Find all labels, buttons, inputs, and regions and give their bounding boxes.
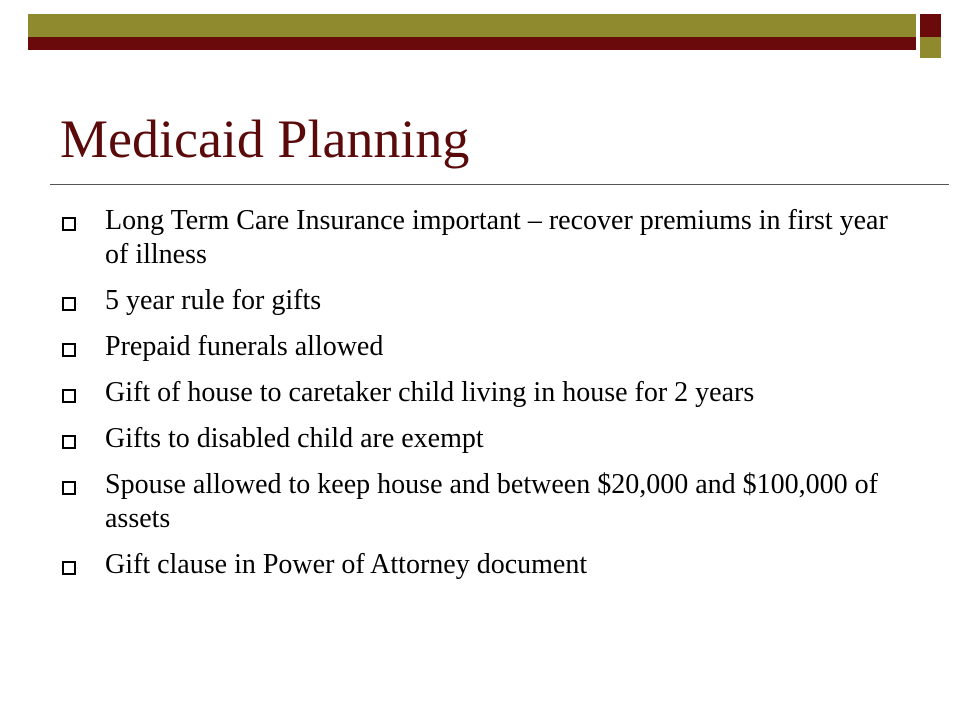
bullet-text: Spouse allowed to keep house and between $20,000 and $100,000 of assets [105, 469, 878, 534]
bullet-item [60, 422, 900, 456]
bullet-text: Gifts to disabled child are exempt [105, 423, 484, 454]
bullet-text: Gift of house to caretaker child living in house for 2 years [105, 377, 755, 408]
bullet-item [60, 204, 900, 272]
hollow-square-icon [62, 561, 76, 575]
hollow-square-icon [62, 217, 76, 231]
slide-title: Medicaid Planning [60, 109, 470, 169]
bullet-text: Long Term Care Insurance important – recover premiums in first year of illness [105, 205, 888, 270]
title-divider [50, 184, 949, 185]
header-square-top [920, 14, 941, 37]
hollow-square-icon [62, 343, 76, 357]
header-bar-maroon [28, 37, 916, 50]
bullet-item [60, 468, 900, 536]
header-bar-olive [28, 14, 916, 37]
hollow-square-icon [62, 435, 76, 449]
bullet-item [60, 330, 900, 364]
bullet-text: Prepaid funerals allowed [105, 331, 384, 362]
bullet-text: 5 year rule for gifts [105, 285, 322, 316]
hollow-square-icon [62, 297, 76, 311]
bullet-item [60, 284, 900, 318]
bullet-list [60, 204, 900, 594]
header-square-bottom [920, 37, 941, 58]
bullet-item [60, 548, 900, 582]
bullet-text: Gift clause in Power of Attorney document [105, 549, 588, 580]
bullet-item [60, 376, 900, 410]
hollow-square-icon [62, 481, 76, 495]
hollow-square-icon [62, 389, 76, 403]
